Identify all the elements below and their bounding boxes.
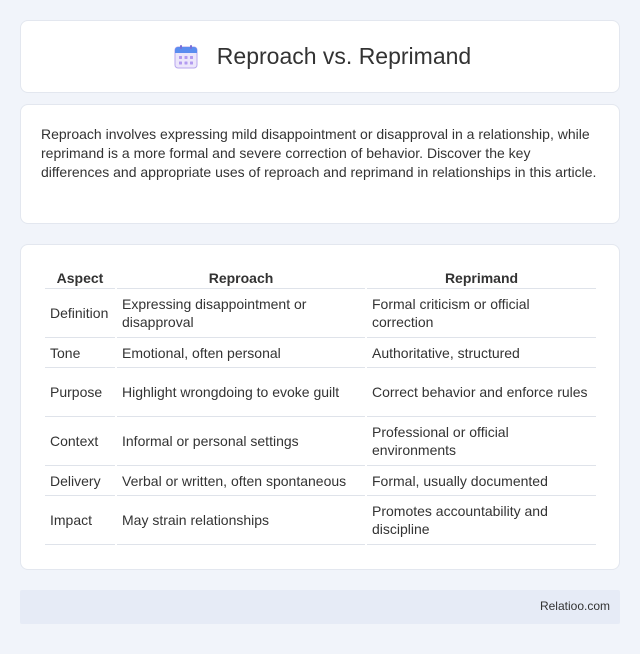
intro-card <box>20 104 620 224</box>
footer <box>20 590 620 624</box>
comparison-table-card <box>20 244 620 570</box>
aspect-cell: Impact <box>45 496 115 545</box>
header <box>169 40 471 74</box>
reproach-cell: Highlight wrongdoing to evoke guilt <box>117 368 365 417</box>
reprimand-cell: Authoritative, structured <box>367 338 596 368</box>
header-card <box>20 20 620 93</box>
reprimand-cell: Formal, usually documented <box>367 466 596 496</box>
aspect-cell: Context <box>45 417 115 466</box>
table-row <box>45 368 596 417</box>
reproach-cell: Emotional, often personal <box>117 338 365 368</box>
table-row <box>45 289 596 338</box>
table-row <box>45 496 596 545</box>
reproach-cell: May strain relationships <box>117 496 365 545</box>
aspect-cell: Definition <box>45 289 115 338</box>
table-row <box>45 466 596 496</box>
aspect-cell: Delivery <box>45 466 115 496</box>
intro-text: Reproach involves expressing mild disappointment or disapproval in a relationship, while reprimand is a more formal and severe correction of behavior. Discover the key differences and appropriate uses of reproach and reprimand in relationships in this article. <box>41 126 597 180</box>
header-aspect: Aspect <box>45 265 115 289</box>
header-reproach: Reproach <box>117 265 365 289</box>
reproach-cell: Informal or personal settings <box>117 417 365 466</box>
reprimand-cell: Formal criticism or official correction <box>367 289 596 338</box>
reprimand-cell: Correct behavior and enforce rules <box>367 368 596 417</box>
aspect-cell: Tone <box>45 338 115 368</box>
header-reprimand: Reprimand <box>367 265 596 289</box>
brand-link[interactable]: Relatioo.com <box>539 599 610 613</box>
reprimand-cell: Promotes accountability and discipline <box>367 496 596 545</box>
page-title: Reproach vs. Reprimand <box>216 43 472 69</box>
reproach-cell: Verbal or written, often spontaneous <box>117 466 365 496</box>
reproach-cell: Expressing disappointment or disapproval <box>117 289 365 338</box>
table-row <box>45 338 596 368</box>
table-header-row <box>45 265 596 289</box>
table-row <box>45 417 596 466</box>
comparison-table <box>43 265 598 545</box>
calendar-icon <box>169 40 203 74</box>
aspect-cell: Purpose <box>45 368 115 417</box>
reprimand-cell: Professional or official environments <box>367 417 596 466</box>
